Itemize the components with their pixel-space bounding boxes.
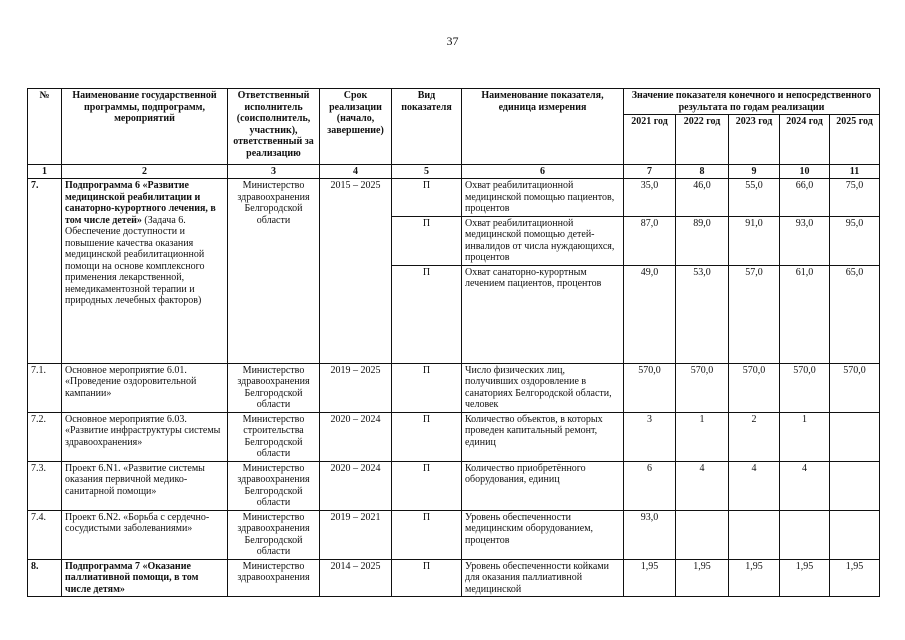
row-responsible: Министерство здравоохранения Белгородской области — [228, 179, 320, 364]
header-responsible: Ответственный исполнитель (соисполнитель, участник), ответственный за реализацию — [228, 89, 320, 165]
table-row — [28, 363, 880, 412]
row-responsible: Министерство строительства Белгородской области — [228, 412, 320, 461]
column-number: 11 — [830, 165, 880, 179]
row-value: 55,0 — [729, 179, 780, 217]
row-value: 2 — [729, 412, 780, 461]
row-value: 1,95 — [780, 559, 830, 597]
row-value: 65,0 — [830, 265, 880, 363]
row-indicator: Количество приобретённого оборудования, единиц — [462, 461, 624, 510]
row-value: 75,0 — [830, 179, 880, 217]
row-value: 53,0 — [676, 265, 729, 363]
row-name: Основное мероприятие 6.03. «Развитие инфраструктуры системы здравоохранения» — [62, 412, 228, 461]
row-kind: П — [392, 216, 462, 265]
row-indicator: Охват реабилитационной медицинской помощью детей-инвалидов от числа нуждающихся, процентов — [462, 216, 624, 265]
row-value: 93,0 — [780, 216, 830, 265]
row-value — [676, 510, 729, 559]
header-year: 2025 год — [830, 115, 880, 165]
row-value — [729, 510, 780, 559]
row-name: Проект 6.N1. «Развитие системы оказания первичной медико-санитарной помощи» — [62, 461, 228, 510]
row-indicator: Уровень обеспеченности медицинским оборудованием, процентов — [462, 510, 624, 559]
row-value: 1,95 — [830, 559, 880, 597]
row-value: 570,0 — [624, 363, 676, 412]
header-year: 2024 год — [780, 115, 830, 165]
row-number: 7.4. — [28, 510, 62, 559]
row-value: 1,95 — [676, 559, 729, 597]
header-values-group: Значение показателя конечного и непосредственного результата по годам реализации — [624, 89, 880, 115]
row-value: 570,0 — [830, 363, 880, 412]
row-kind: П — [392, 179, 462, 217]
row-value: 570,0 — [729, 363, 780, 412]
page-number: 37 — [446, 34, 459, 48]
header-name: Наименование государственной программы, подпрограмм, мероприятий — [62, 89, 228, 165]
row-value: 1,95 — [624, 559, 676, 597]
subprogram-title: Подпрограмма 6 «Развитие медицинской реабилитации и санаторно-курортного лечения, в том числе детей» — [65, 180, 216, 226]
row-value: 61,0 — [780, 265, 830, 363]
row-indicator: Охват санаторно-курортным лечением пациентов, процентов — [462, 265, 624, 363]
header-year: 2023 год — [729, 115, 780, 165]
header-indicator: Наименование показателя, единица измерения — [462, 89, 624, 165]
row-value: 49,0 — [624, 265, 676, 363]
row-value: 1,95 — [729, 559, 780, 597]
row-value: 4 — [676, 461, 729, 510]
column-number: 3 — [228, 165, 320, 179]
column-number-row — [28, 165, 880, 179]
row-responsible: Министерство здравоохранения Белгородской области — [228, 461, 320, 510]
row-number: 8. — [28, 559, 62, 597]
column-number: 2 — [62, 165, 228, 179]
row-term: 2015 – 2025 — [320, 179, 392, 364]
row-term: 2019 – 2025 — [320, 363, 392, 412]
row-number: 7.2. — [28, 412, 62, 461]
row-value: 35,0 — [624, 179, 676, 217]
row-value: 6 — [624, 461, 676, 510]
header-row — [28, 89, 880, 115]
row-kind: П — [392, 265, 462, 363]
row-term: 2020 – 2024 — [320, 412, 392, 461]
row-responsible: Министерство здравоохранения Белгородской области — [228, 510, 320, 559]
row-indicator: Число физических лиц, получивших оздоровление в санаториях Белгородской области, человек — [462, 363, 624, 412]
row-term: 2020 – 2024 — [320, 461, 392, 510]
row-value: 57,0 — [729, 265, 780, 363]
row-value: 570,0 — [780, 363, 830, 412]
column-number: 8 — [676, 165, 729, 179]
row-name: Проект 6.N2. «Борьба с сердечно-сосудистыми заболеваниями» — [62, 510, 228, 559]
column-number: 10 — [780, 165, 830, 179]
row-value: 1 — [780, 412, 830, 461]
column-number: 4 — [320, 165, 392, 179]
table-row — [28, 559, 880, 597]
header-kind: Вид показателя — [392, 89, 462, 165]
row-number: 7.1. — [28, 363, 62, 412]
table-row — [28, 412, 880, 461]
row-name: Основное мероприятие 6.01. «Проведение оздоровительной кампании» — [62, 363, 228, 412]
row-kind: П — [392, 559, 462, 597]
row-number: 7. — [28, 179, 62, 364]
row-value: 87,0 — [624, 216, 676, 265]
column-number: 7 — [624, 165, 676, 179]
header-year: 2021 год — [624, 115, 676, 165]
row-value — [830, 412, 880, 461]
column-number: 9 — [729, 165, 780, 179]
table-row — [28, 461, 880, 510]
subprogram-task: (Задача 6. Обеспечение доступности и повышение качества оказания медицинской реабилитационной помощи на основе комплексного применения лекарственной, немедикаментозной терапии и природных лечебных факторов) — [65, 214, 205, 306]
column-number: 5 — [392, 165, 462, 179]
header-no: № — [28, 89, 62, 165]
row-value: 91,0 — [729, 216, 780, 265]
row-value: 66,0 — [780, 179, 830, 217]
header-term: Срок реализации (начало, завершение) — [320, 89, 392, 165]
row-value: 570,0 — [676, 363, 729, 412]
row-term: 2014 – 2025 — [320, 559, 392, 597]
row-value: 4 — [780, 461, 830, 510]
row-kind: П — [392, 363, 462, 412]
row-term: 2019 – 2021 — [320, 510, 392, 559]
row-kind: П — [392, 461, 462, 510]
row-indicator: Количество объектов, в которых проведен капитальный ремонт, единиц — [462, 412, 624, 461]
row-indicator: Уровень обеспеченности койками для оказания паллиативной медицинской — [462, 559, 624, 597]
column-number: 1 — [28, 165, 62, 179]
row-kind: П — [392, 412, 462, 461]
row-name — [62, 179, 228, 364]
row-kind: П — [392, 510, 462, 559]
header-year: 2022 год — [676, 115, 729, 165]
row-responsible: Министерство здравоохранения — [228, 559, 320, 597]
row-value: 1 — [676, 412, 729, 461]
row-responsible: Министерство здравоохранения Белгородской области — [228, 363, 320, 412]
column-number: 6 — [462, 165, 624, 179]
row-value: 4 — [729, 461, 780, 510]
row-name: Подпрограмма 7 «Оказание паллиативной помощи, в том числе детям» — [62, 559, 228, 597]
table-row — [28, 510, 880, 559]
table-row — [28, 179, 880, 217]
row-indicator: Охват реабилитационной медицинской помощью пациентов, процентов — [462, 179, 624, 217]
row-value — [830, 510, 880, 559]
row-number: 7.3. — [28, 461, 62, 510]
row-value: 3 — [624, 412, 676, 461]
row-value: 93,0 — [624, 510, 676, 559]
row-value — [830, 461, 880, 510]
row-value — [780, 510, 830, 559]
row-value: 89,0 — [676, 216, 729, 265]
program-table — [27, 88, 880, 597]
row-value: 46,0 — [676, 179, 729, 217]
row-value: 95,0 — [830, 216, 880, 265]
